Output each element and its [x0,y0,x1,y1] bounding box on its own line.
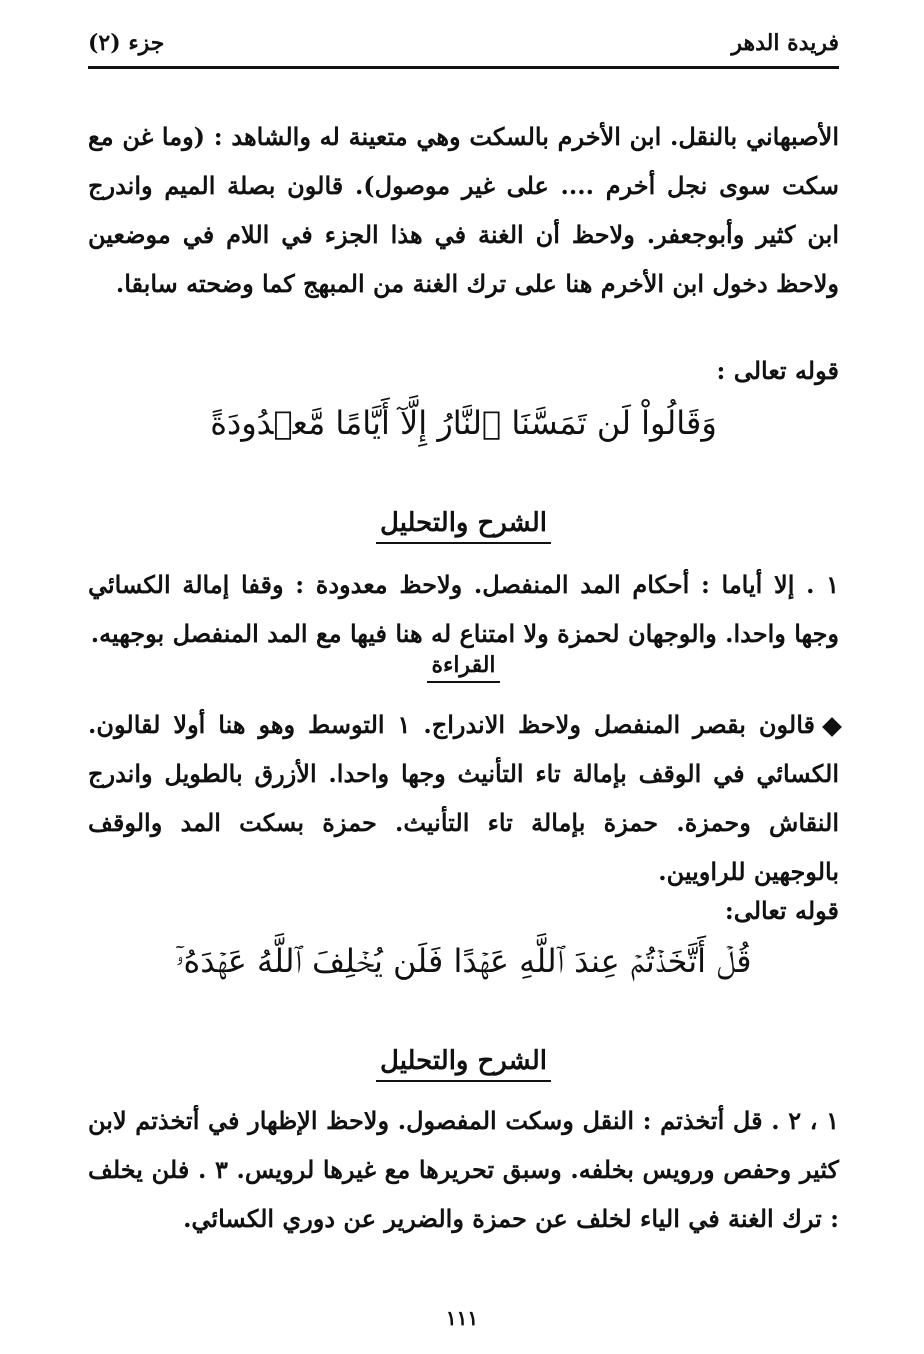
quran-verse-2: قُلۡ أَتَّخَذۡتُمۡ عِندَ ٱللَّهِ عَهۡدًا فَلَن يُخۡلِفَ ٱللَّهُ عَهۡدَهُۥٓ [175,942,752,980]
paragraph-commentary-1: ١ . إلا أياما : أحكام المد المنفصل. ولاحظ معدودة : وقفا إمالة الكسائي وجها واحدا. والوجهان لحمزة ولا امتناع له هنا فيها مع المد المنفصل بوجهيه. [88,570,839,648]
section-title-sharh-1-text: الشرح والتحليل [376,508,551,544]
section-title-qiraa [88,652,839,683]
paragraph-intro: الأصبهاني بالنقل. ابن الأخرم بالسكت وهي متعينة له والشاهد : (وما غن مع سكت سوى نجل أخرم .... على غير موصول). قالون بصلة الميم واندرج ابن كثير وأبوجعفر. ولاحظ أن الغنة في هذا الجزء في اللام في موضعين ولاحظ دخول ابن الأخرم هنا على ترك الغنة من المبهج كما وضحته سابقا. [88,122,839,298]
page-number: ١١١ [445,1306,479,1330]
paragraph-commentary-2: ١ ، ٢ . قل أتخذتم : النقل وسكت المفصول. ولاحظ الإظهار في أتخذتم لابن كثير وحفص ورويس بخلفه. وسبق تحريرها مع غيرها لرويس. ٣ . فلن يخلف : ترك الغنة في الياء لخلف عن حمزة والضرير عن دوري الكسائي. [88,1106,839,1233]
section-title-qiraa-text: القراءة [427,652,499,683]
section-title-sharh-2-text: الشرح والتحليل [376,1046,551,1082]
diamond-bullet-icon [822,717,842,737]
section-title-sharh-2 [88,1046,839,1082]
book-title: فريدة الدهر [731,30,839,56]
header-rule [88,66,839,69]
paragraph-qiraa-text: قالون بقصر المنفصل ولاحظ الاندراج. ١ التوسط وهو هنا أولا لقالون. الكسائي في الوقف بإمالة تاء التأنيث وجها واحدا. الأزرق بالطويل واندرج النقاش وحمزة. حمزة بإمالة تاء التأنيث. حمزة بسكت المد والوقف بالوجهين للراويين. [88,710,840,886]
quran-verse-1: وَقَالُواْ لَن تَمَسَّنَا ٱلنَّارُ إِلَّآ أَيَّامًا مَّعۡدُودَةً [210,404,717,442]
section-title-sharh-1 [88,508,839,544]
page-header [88,30,839,70]
qawluhu-heading-1: قوله تعالى : [716,356,839,385]
paragraph-qiraa [88,700,839,896]
qawluhu-heading-2: قوله تعالى: [724,896,839,925]
part-label: جزء (٢) [88,30,165,56]
